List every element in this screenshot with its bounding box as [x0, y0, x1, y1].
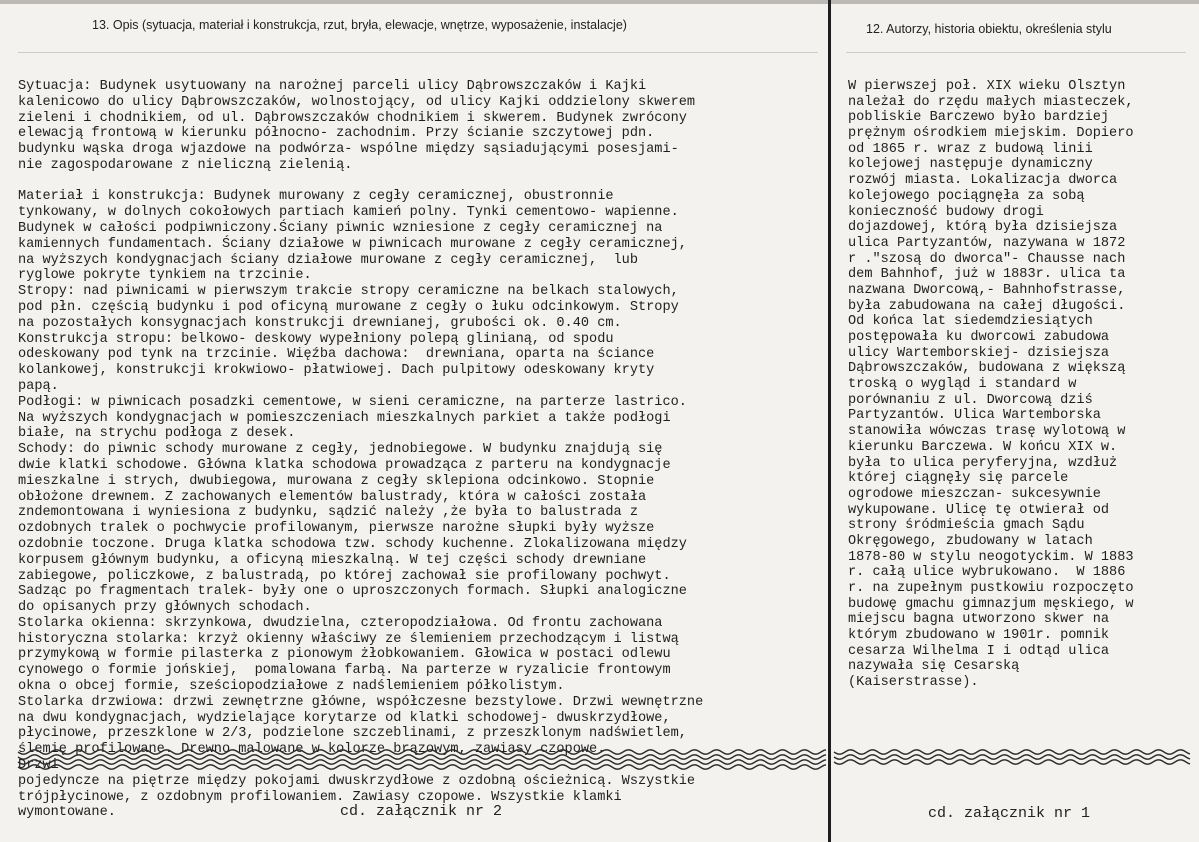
- description-line: ślemię profilowane. Drewno malowane w kolorze brązowym, zawiasy czopowe.: [18, 742, 606, 758]
- paragraph-gap: [18, 174, 826, 190]
- description-line: korpusem głównym budynku, a oficyną mieszkalną. W tej części schody drewniane: [18, 552, 647, 568]
- history-line: której ciągnęły się parcele: [848, 471, 1069, 487]
- description-line: Schody: do piwnic schody murowane z cegły, jednobiegowe. W budynku znajdują się: [18, 442, 663, 458]
- history-line: ogrodowe mieszczan- sukcesywnie: [848, 486, 1101, 502]
- description-line: pojedyncze na piętrze między pokojami dwuskrzydłowe z ozdobną ościeżnicą. Wszystkie: [18, 773, 696, 789]
- heading-rule-right: [846, 52, 1186, 53]
- description-line: białe, na strychu podłoga z desek.: [18, 426, 296, 442]
- description-line: kolankowej, konstrukcji krokwiowo- płatwiowej. Dach pulpitowy odeskowany kryty: [18, 363, 655, 379]
- history-line: r ."szosą do dworca"- Chausse nach: [848, 251, 1126, 267]
- description-line: Stolarka drzwiowa: drzwi zewnętrzne główne, współczesne bezstylowe. Drzwi wewnętrzne: [18, 694, 704, 710]
- description-line: Budynek w całości podpiwniczony.Ściany piwnic wzniesione z cegły ceramicznej na: [18, 220, 663, 236]
- history-line: którym zbudowano w 1901r. pomnik: [848, 628, 1110, 644]
- description-line: Sytuacja: Budynek usytuowany na narożnej parceli ulicy Dąbrowszczaków i Kajki: [18, 79, 647, 94]
- history-line: stanowiła wówczas trasę wylotową w: [848, 424, 1126, 440]
- history-line: miejscu bagna utworzono skwer na: [848, 612, 1110, 628]
- history-line: budowę gmachu gimnazjum męskiego, w: [848, 596, 1134, 612]
- description-line: historyczna stolarka: krzyż okienny właściwy ze ślemieniem przechodzącym i listwą: [18, 631, 679, 647]
- description-line: zabiegowe, policzkowe, z balustradą, po której zachował sie profilowany pochwyt.: [18, 568, 671, 584]
- history-line: Od końca lat siedemdziesiątych: [848, 314, 1093, 330]
- history-line: Okręgowego, zbudowany w latach: [848, 533, 1093, 549]
- description-line: zieleni i chodnikiem, od ul. Dąbrowszczaków chodnikiem i skwerem. Budynek zwrócony: [18, 110, 687, 126]
- history-line: 1878-80 w stylu neogotyckim. W 1883: [848, 549, 1134, 565]
- history-line: troską o wygląd i standard w: [848, 377, 1077, 393]
- description-line: nie zagospodarowane z nieliczną zielenią.: [18, 157, 353, 173]
- history-line: rozwój miasta. Lokalizacja dworca: [848, 173, 1118, 189]
- history-line: od 1865 r. wraz z budową linii: [848, 141, 1093, 157]
- description-line: Konstrukcja stropu: belkowo- deskowy wypełniony polepą glinianą, od spodu: [18, 331, 614, 347]
- history-line: była zabudowana na całej długości.: [848, 298, 1126, 314]
- history-line: konieczność budowy drogi: [848, 204, 1044, 220]
- description-line: kalenicowo do ulicy Dąbrowszczaków, wolnostojący, od ulicy Kajki oddzielony skwerem: [18, 94, 696, 110]
- description-line: Drzwi: [18, 758, 59, 774]
- continuation-note-right: cd. załącznik nr 1: [928, 805, 1091, 822]
- description-line: do opisanych przy głównych schodach.: [18, 600, 312, 616]
- history-line: ulicy Wartemborskiej- dzisiejsza: [848, 345, 1110, 361]
- history-line: Dąbrowszczaków, budowana z większą: [848, 361, 1126, 377]
- history-line: porównaniu z ul. Dworcową dziś: [848, 392, 1093, 408]
- history-line: dem Bahnhof, już w 1883r. ulica ta: [848, 267, 1126, 283]
- description-line: płycinowe, przeszklone w 2/3, podzielone szczeblinami, z przeszklonym nadświetlem,: [18, 726, 687, 742]
- description-line: elewacją frontową w kierunku północno- zachodnim. Przy ścianie szczytowej pdn.: [18, 126, 655, 142]
- history-line: W pierwszej poł. XIX wieku Olsztyn: [848, 79, 1126, 94]
- description-line: pod płn. częścią budynku i pod oficyną murowane z cegły o łuku odcinkowym. Stropy: [18, 299, 679, 315]
- history-line: strony śródmieścia gmach Sądu: [848, 518, 1085, 534]
- description-line: odeskowany pod tynk na trzcinie. Więźba dachowa: drewniana, oparta na ściance: [18, 347, 655, 363]
- history-line: nazwana Dworcową,- Bahnhofstrasse,: [848, 282, 1126, 298]
- history-line: r. całą ulice wybrukowano. W 1886: [848, 565, 1126, 581]
- description-text: [18, 79, 826, 821]
- history-line: ulica Partyzantów, nazywana w 1872: [848, 235, 1126, 251]
- description-line: budynku wąska droga wjazdowe na podwórza- wspólne między sąsiadującymi posesjami-: [18, 142, 679, 158]
- description-line: ozdobnych tralek o pochwycie profilowanym, pierwsze narożne słupki były wyższe: [18, 521, 655, 537]
- history-line: kolejowej następuje dynamiczny: [848, 157, 1093, 173]
- continuation-note-left: cd. załącznik nr 2: [340, 803, 503, 820]
- description-line: ryglowe pokryte tynkiem na trzcinie.: [18, 268, 312, 284]
- description-line: obłożone drewnem. Z zachowanych elementów balustrady, która w całości została: [18, 489, 647, 505]
- description-line: Stropy: nad piwnicami w pierwszym trakcie stropy ceramiczne na belkach stalowych,: [18, 284, 679, 300]
- history-line: wykupowane. Ulicę tę otwierał od: [848, 502, 1110, 518]
- description-line: na pozostałych konsygnacjach konstrukcji drewnianej, grubości ok. 0.40 cm.: [18, 315, 622, 331]
- history-line: kierunku Barczewa. W końcu XIX w.: [848, 439, 1118, 455]
- description-line: cynowego o formie jońskiej, pomalowana farbą. Na parterze w ryzalicie frontowym: [18, 663, 671, 679]
- heading-rule-left: [18, 52, 818, 53]
- description-line: trójpłycinowe, z ozdobnym profilowaniem. Zawiasy czopowe. Wszystkie klamki: [18, 789, 622, 805]
- history-line: była to ulica peryferyjna, wzdłuż: [848, 455, 1118, 471]
- description-line: zndemontowana i wyniesiona z budynku, sądzić należy ,że była to balustrada z: [18, 505, 638, 521]
- history-line: pobliskie Barczewo było bardziej: [848, 110, 1110, 126]
- history-text: [848, 79, 1178, 691]
- top-edge: [0, 0, 1199, 4]
- history-line: (Kaiserstrasse).: [848, 675, 979, 691]
- history-line: Partyzantów. Ulica Wartemborska: [848, 408, 1101, 424]
- history-line: dojazdowej, którą była dzisiejsza: [848, 220, 1118, 236]
- description-line: na dwu kondygnacjach, wydzielające korytarze od klatki schodowej- dwuskrzydłowe,: [18, 710, 671, 726]
- description-line: przymykową w formie pilasterka z pionowym żłobkowaniem. Głowica w postaci odlewu: [18, 647, 671, 663]
- description-line: tynkowany, w dolnych cokołowych partiach kamień polny. Tynki cementowo- wapienne.: [18, 205, 679, 221]
- description-line: ozdobnie toczone. Druga klatka schodowa tzw. schody kuchenne. Zlokalizowana między: [18, 536, 687, 552]
- history-line: nazywała się Cesarską: [848, 659, 1020, 675]
- history-line: cesarza Wilhelma I i odtąd ulica: [848, 643, 1110, 659]
- history-line: kolejowego pociągnęła za sobą: [848, 188, 1085, 204]
- description-line: Na wyższych kondygnacjach w pomieszczeniach mieszkalnych parkiet a także podłogi: [18, 410, 671, 426]
- description-line: wymontowane.: [18, 805, 116, 821]
- description-line: Podłogi: w piwnicach posadzki cementowe, w sieni ceramiczne, na parterze lastrico.: [18, 394, 687, 410]
- history-line: r. na zupełnym pustkowiu rozpoczęto: [848, 581, 1134, 596]
- description-line: mieszkalne i strych, dwubiegowa, murowana z cegły sklepiona odcinkowo. Stopnie: [18, 473, 655, 489]
- section-12-heading: 12. Autorzy, historia obiektu, określenia stylu: [866, 22, 1112, 36]
- section-13-heading: 13. Opis (sytuacja, materiał i konstrukcja, rzut, bryła, elewacje, wnętrze, wyposażenie, instalacje): [92, 18, 627, 32]
- history-line: prężnym ośrodkiem miejskim. Dopiero: [848, 126, 1134, 142]
- wavy-cancellation-right: [834, 750, 1190, 764]
- description-line: dwie klatki schodowe. Główna klatka schodowa prowadząca z parteru na kondygnacje: [18, 457, 671, 473]
- column-divider: [828, 0, 831, 842]
- description-line: Stolarka okienna: skrzynkowa, dwudzielna, czteropodziałowa. Od frontu zachowana: [18, 615, 663, 631]
- description-line: na wyższych kondygnacjach ściany działowe murowane z cegły ceramicznej, lub: [18, 252, 638, 268]
- description-line: papą.: [18, 378, 59, 394]
- description-line: okna o obcej formie, sześciopodziałowe z nadślemieniem półkolistym.: [18, 679, 565, 695]
- history-line: należał do rzędu małych miasteczek,: [848, 94, 1134, 110]
- history-line: postępowała ku dworcowi zabudowa: [848, 330, 1110, 345]
- description-line: kamiennych fundamentach. Ściany działowe w piwnicach murowane z cegły ceramicznej,: [18, 236, 687, 252]
- description-line: Sadząc po fragmentach tralek- były one o uproszczonych formach. Słupki analogiczne: [18, 584, 687, 600]
- description-line: Materiał i konstrukcja: Budynek murowany z cegły ceramicznej, obustronnie: [18, 189, 614, 205]
